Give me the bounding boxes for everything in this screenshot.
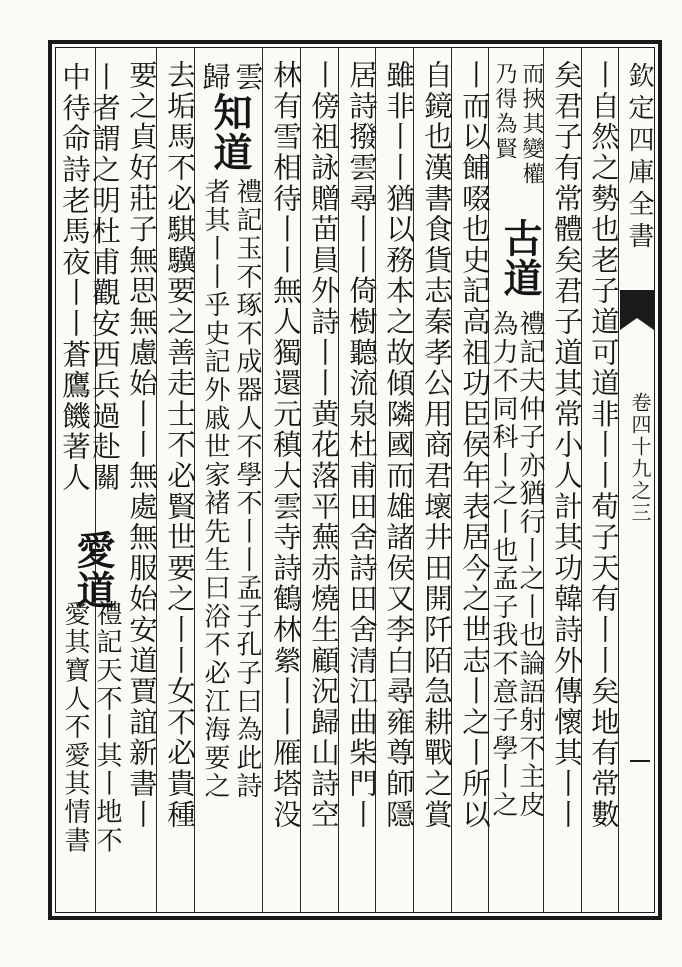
text-column: 丨而以餔啜也史記高祖功臣侯年表居今之世志丨之丨所以 bbox=[458, 60, 491, 830]
text-column: 要之貞好莊子無思無慮始丨丨無處無服始安道賈誼新書丨 bbox=[125, 60, 158, 830]
text-column: 禮記天不丨其丨地不 bbox=[92, 600, 122, 855]
text-column: 乃得為賢 bbox=[492, 62, 517, 162]
column-rule bbox=[262, 47, 263, 913]
text-column: 而挾其變權 bbox=[519, 62, 544, 187]
text-column: 雖非丨丨猶以務本之故傾隣國而雄諸侯又李白尋雍尊師隱 bbox=[382, 60, 415, 830]
text-column: 禮記夫仲子亦猶行丨之丨也論語射不主皮 bbox=[515, 310, 545, 820]
text-column: 丨自然之勢也老子道可道非丨丨荀子天有丨丨矣地有常數 bbox=[587, 60, 620, 830]
text-column: 居詩撥雲尋丨丨倚樹聽流泉杜甫田舍詩田舍清江曲柴門丨 bbox=[345, 60, 378, 830]
text-column: 林有雪相待丨丨無人獨還元稹大雲寺詩鶴林縈丨丨雁塔没 bbox=[269, 60, 302, 830]
text-column: 者其丨丨乎史記外戚世家褚先生曰浴不必江海要之 bbox=[200, 178, 230, 801]
headword: 愛道 bbox=[70, 530, 116, 610]
text-column: 丨傍祖詠贈苗員外詩丨丨黄花落平蕪赤燒生顧況歸山詩空 bbox=[307, 60, 340, 830]
text-column: 禮記玉不琢不成器人不學不丨丨孟子孔子曰為此詩 bbox=[232, 178, 262, 801]
text-column: 自鏡也漢書食貨志秦孝公用商君壞井田開阡陌急耕戰之賞 bbox=[420, 60, 453, 830]
book-title: 欽定四庫全書 bbox=[624, 62, 654, 254]
text-column: 愛其寶人不愛其情書 bbox=[60, 600, 90, 855]
text-column: 丨者謂之明杜甫觀安西兵過赴關 bbox=[88, 62, 121, 494]
margin-line bbox=[630, 760, 650, 762]
text-column: 中待命詩老馬夜丨丨蒼鷹饑著人 bbox=[58, 62, 91, 494]
headword: 古道 bbox=[497, 218, 543, 298]
text-column: 雲 bbox=[231, 62, 264, 93]
headword: 知道 bbox=[207, 92, 253, 172]
text-column: 去垢馬不必騏驥要之善走士不必賢世要之丨丨女不必貴種 bbox=[163, 60, 196, 830]
volume-label: 卷四十九之三 bbox=[628, 392, 652, 524]
text-column: 矣君子有常體矣君子道其常小人計其功韓詩外傳懷其丨丨 bbox=[550, 60, 583, 830]
text-column: 歸 bbox=[198, 62, 231, 93]
text-column: 為力不同科丨之丨也孟子我不意子學丨之 bbox=[488, 310, 518, 820]
